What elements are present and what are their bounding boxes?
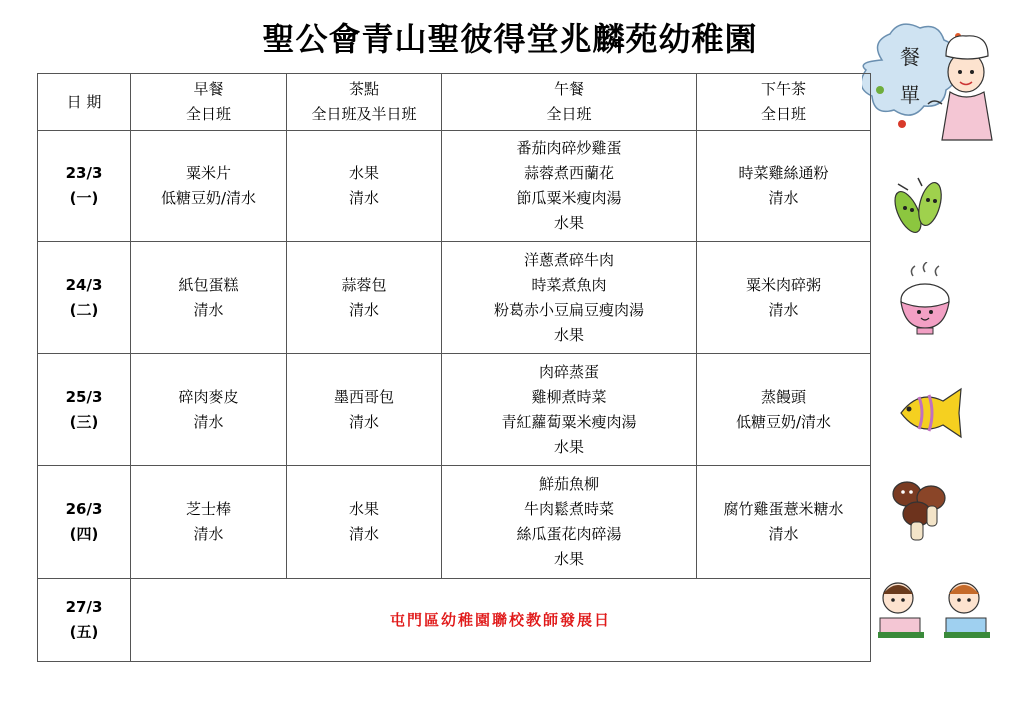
- date-cell: 24/3 (二): [38, 242, 131, 354]
- badge-char-1: 餐: [900, 45, 920, 69]
- mushrooms-icon: [885, 472, 955, 544]
- table-row: [38, 131, 871, 242]
- date-cell: 26/3 (四): [38, 466, 131, 579]
- lunch-cell: 肉碎蒸蛋 雞柳煮時菜 青紅蘿蔔粟米瘦肉湯 水果: [442, 354, 697, 466]
- holiday-notice: 屯門區幼稚園聯校教師發展日: [131, 579, 871, 662]
- lunch-cell: 番茄肉碎炒雞蛋 蒜蓉煮西蘭花 節瓜粟米瘦肉湯 水果: [442, 131, 697, 242]
- menu-table: [37, 73, 871, 662]
- snack-cell: 水果 清水: [287, 131, 442, 242]
- badge-char-2: 單: [900, 83, 920, 107]
- date-cell: 25/3 (三): [38, 354, 131, 466]
- table-row: [38, 242, 871, 354]
- breakfast-cell: 粟米片 低糖豆奶/清水: [131, 131, 287, 242]
- breakfast-cell: 紙包蛋糕 清水: [131, 242, 287, 354]
- breakfast-cell: 碎肉麥皮 清水: [131, 354, 287, 466]
- header-lunch: 午餐 全日班: [442, 74, 697, 131]
- header-breakfast: 早餐 全日班: [131, 74, 287, 131]
- header-tea: 下午茶 全日班: [697, 74, 871, 131]
- tea-cell: 時菜雞絲通粉 清水: [697, 131, 871, 242]
- tea-cell: 粟米肉碎粥 清水: [697, 242, 871, 354]
- holiday-row: [38, 579, 871, 662]
- fish-icon: [895, 385, 967, 441]
- header-date: 日 期: [38, 74, 131, 131]
- snack-cell: 蒜蓉包 清水: [287, 242, 442, 354]
- header-snack: 茶點 全日班及半日班: [287, 74, 442, 131]
- menu-badge-chef-icon: [862, 20, 1002, 142]
- table-row: [38, 354, 871, 466]
- date-cell: 23/3 (一): [38, 131, 131, 242]
- lunch-cell: 鮮茄魚柳 牛肉鬆煮時菜 絲瓜蛋花肉碎湯 水果: [442, 466, 697, 579]
- header-row: [38, 74, 871, 131]
- page-title: 聖公會青山聖彼得堂兆麟苑幼稚園: [262, 20, 758, 58]
- breakfast-cell: 芝士棒 清水: [131, 466, 287, 579]
- tea-cell: 腐竹雞蛋薏米糖水 清水: [697, 466, 871, 579]
- date-cell: 27/3 (五): [38, 579, 131, 662]
- tea-cell: 蒸饅頭 低糖豆奶/清水: [697, 354, 871, 466]
- peas-icon: [888, 174, 952, 240]
- lunch-cell: 洋蔥煮碎牛肉 時菜煮魚肉 粉葛赤小豆扁豆瘦肉湯 水果: [442, 242, 697, 354]
- snack-cell: 墨西哥包 清水: [287, 354, 442, 466]
- snack-cell: 水果 清水: [287, 466, 442, 579]
- rice-bowl-icon: [893, 262, 957, 342]
- table-row: [38, 466, 871, 579]
- children-eating-icon: [872, 576, 994, 642]
